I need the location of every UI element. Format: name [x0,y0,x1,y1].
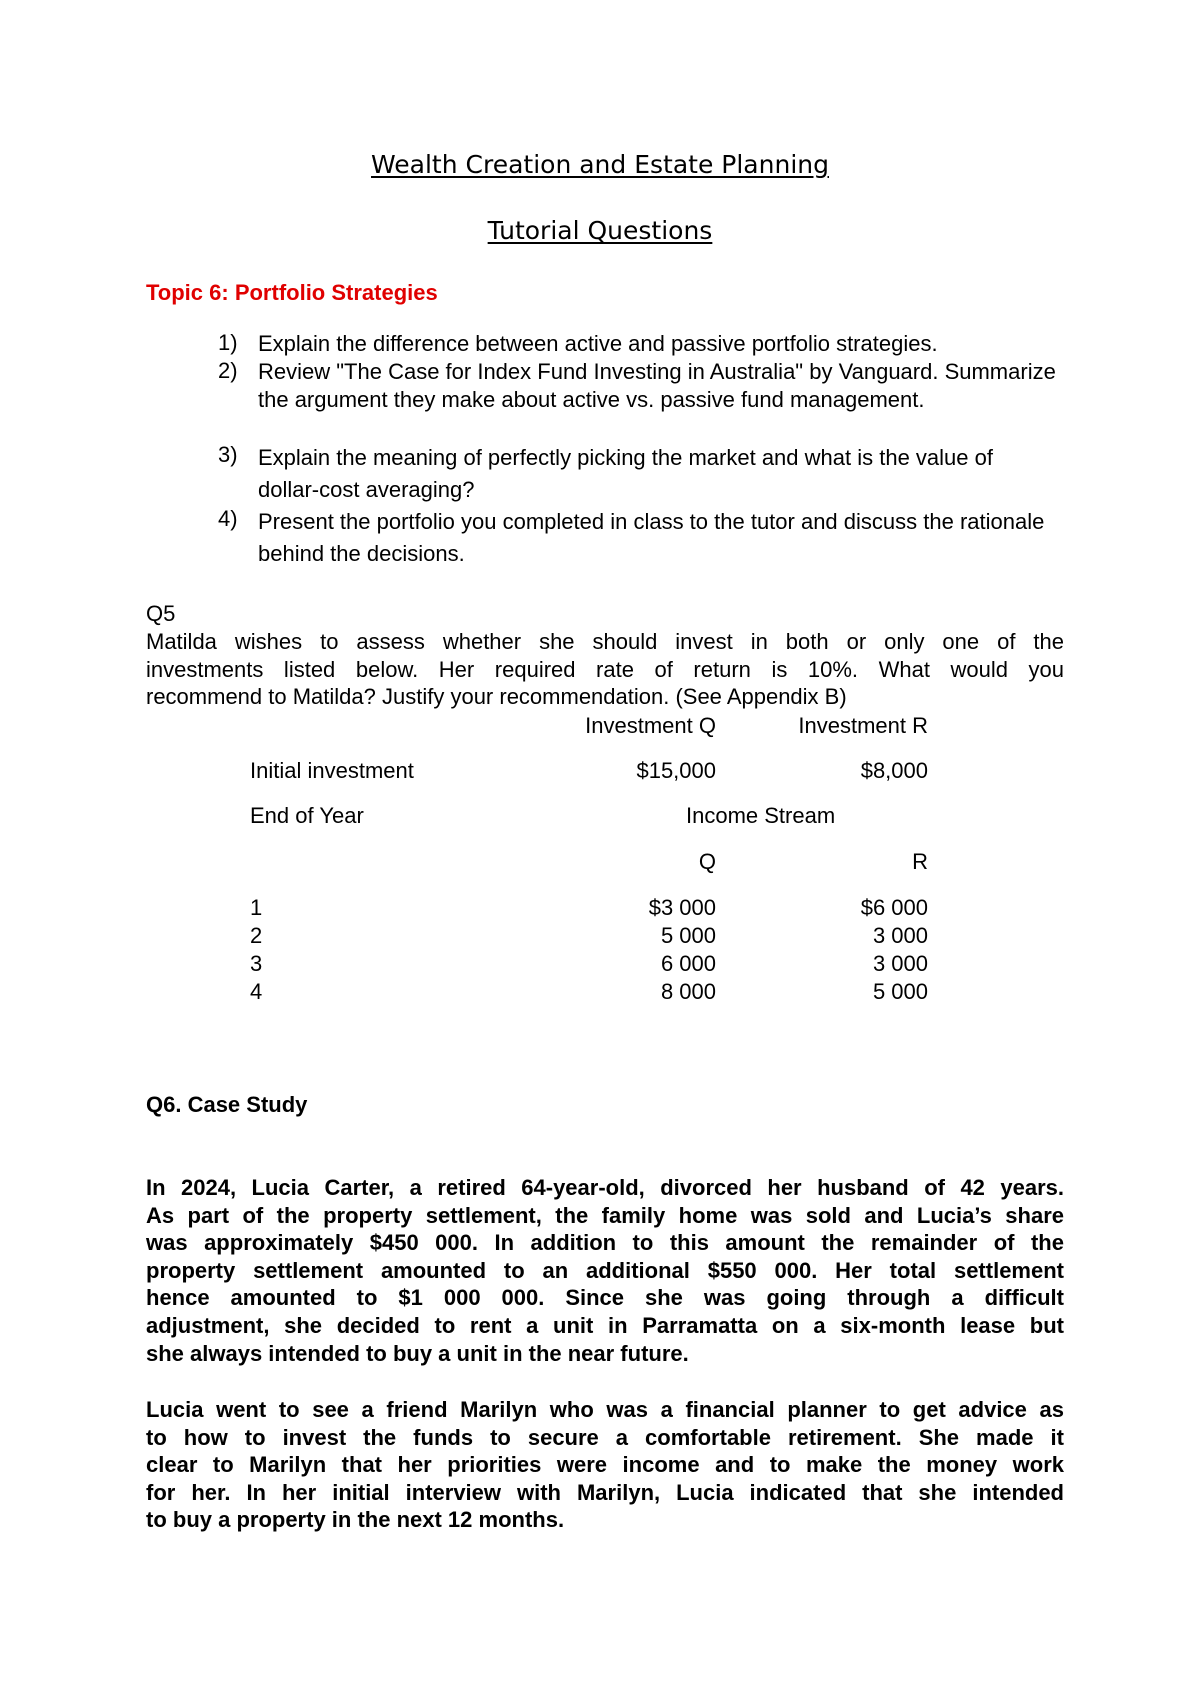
list-item-number: 3) [218,442,238,467]
table-cell-r: 5 000 [872,979,928,1004]
table-cell-year: 2 [250,923,263,948]
income-stream-label: Income Stream [686,803,836,828]
q6-line: to buy a property in the next 12 months. [146,1507,565,1533]
table-cell-q: 6 000 [660,951,716,976]
table-cell-q: $3 000 [648,895,716,920]
table-cell-q: 5 000 [660,923,716,948]
q6-line: was approximately $450 000. In addition to this amount the remainder of the [146,1230,1064,1256]
table-cell-q: 8 000 [660,979,716,1004]
q5-body [146,628,1064,711]
table-cell-r: 3 000 [872,923,928,948]
subheader-r: R [912,849,928,874]
q6-heading: Q6. Case Study [146,1092,308,1117]
initial-investment-q: $15,000 [636,758,716,783]
q6-paragraph-1 [146,1174,1064,1367]
q6-line: to how to invest the funds to secure a comfortable retirement. She made it [146,1424,1064,1450]
initial-investment-label: Initial investment [250,758,414,783]
q5-line: recommend to Matilda? Justify your recommendation. (See Appendix B) [146,684,847,710]
list-item-text: Present the portfolio you completed in class to the tutor and discuss the rationale behind the decisions. [258,509,1045,566]
q6-line: Lucia went to see a friend Marilyn who was a financial planner to get advice as [146,1397,1064,1422]
table-cell-r: 3 000 [872,951,928,976]
q6-line: adjustment, she decided to rent a unit in Parramatta on a six-month lease but [146,1312,1064,1338]
q6-line: she always intended to buy a unit in the near future. [146,1340,689,1366]
q6-paragraph-2 [146,1396,1064,1534]
q6-line: In 2024, Lucia Carter, a retired 64-year-old, divorced her husband of 42 years. [146,1175,1064,1200]
table-cell-r: $6 000 [860,895,928,920]
table-cell-year: 4 [250,979,263,1004]
column-header-r: Investment R [798,713,928,738]
list-item-number: 4) [218,506,238,531]
q5-line: Matilda wishes to assess whether she should invest in both or only one of the [146,629,1064,654]
table-cell-year: 1 [250,895,263,920]
document-title: Wealth Creation and Estate Planning [371,150,829,179]
q6-line: hence amounted to $1 000 000. Since she was going through a difficult [146,1285,1064,1311]
table-cell-year: 3 [250,951,263,976]
q6-line: property settlement amounted to an additional $550 000. Her total settlement [146,1257,1064,1283]
q6-line: clear to Marilyn that her priorities were income and to make the money work [146,1452,1064,1478]
document-subtitle: Tutorial Questions [487,216,713,245]
list-item-text: Review "The Case for Index Fund Investing in Australia" by Vanguard. Summarize the argument they make about active vs. passive fund management. [258,359,1056,412]
list-item-text: Explain the meaning of perfectly picking the market and what is the value of dollar-cost averaging? [258,445,993,502]
list-item-number: 1) [218,330,238,355]
q6-line: for her. In her initial interview with Marilyn, Lucia indicated that she intended [146,1479,1064,1505]
q5-label: Q5 [146,601,176,626]
q5-line: investments listed below. Her required rate of return is 10%. What would you [146,656,1064,682]
subheader-q: Q [698,849,716,874]
q6-line: As part of the property settlement, the family home was sold and Lucia’s share [146,1202,1064,1228]
list-item-text: Explain the difference between active and passive portfolio strategies. [258,331,938,356]
topic-heading: Topic 6: Portfolio Strategies [146,280,438,305]
end-of-year-label: End of Year [250,803,364,828]
list-item-number: 2) [218,358,238,383]
column-header-q: Investment Q [585,713,716,738]
initial-investment-r: $8,000 [860,758,928,783]
